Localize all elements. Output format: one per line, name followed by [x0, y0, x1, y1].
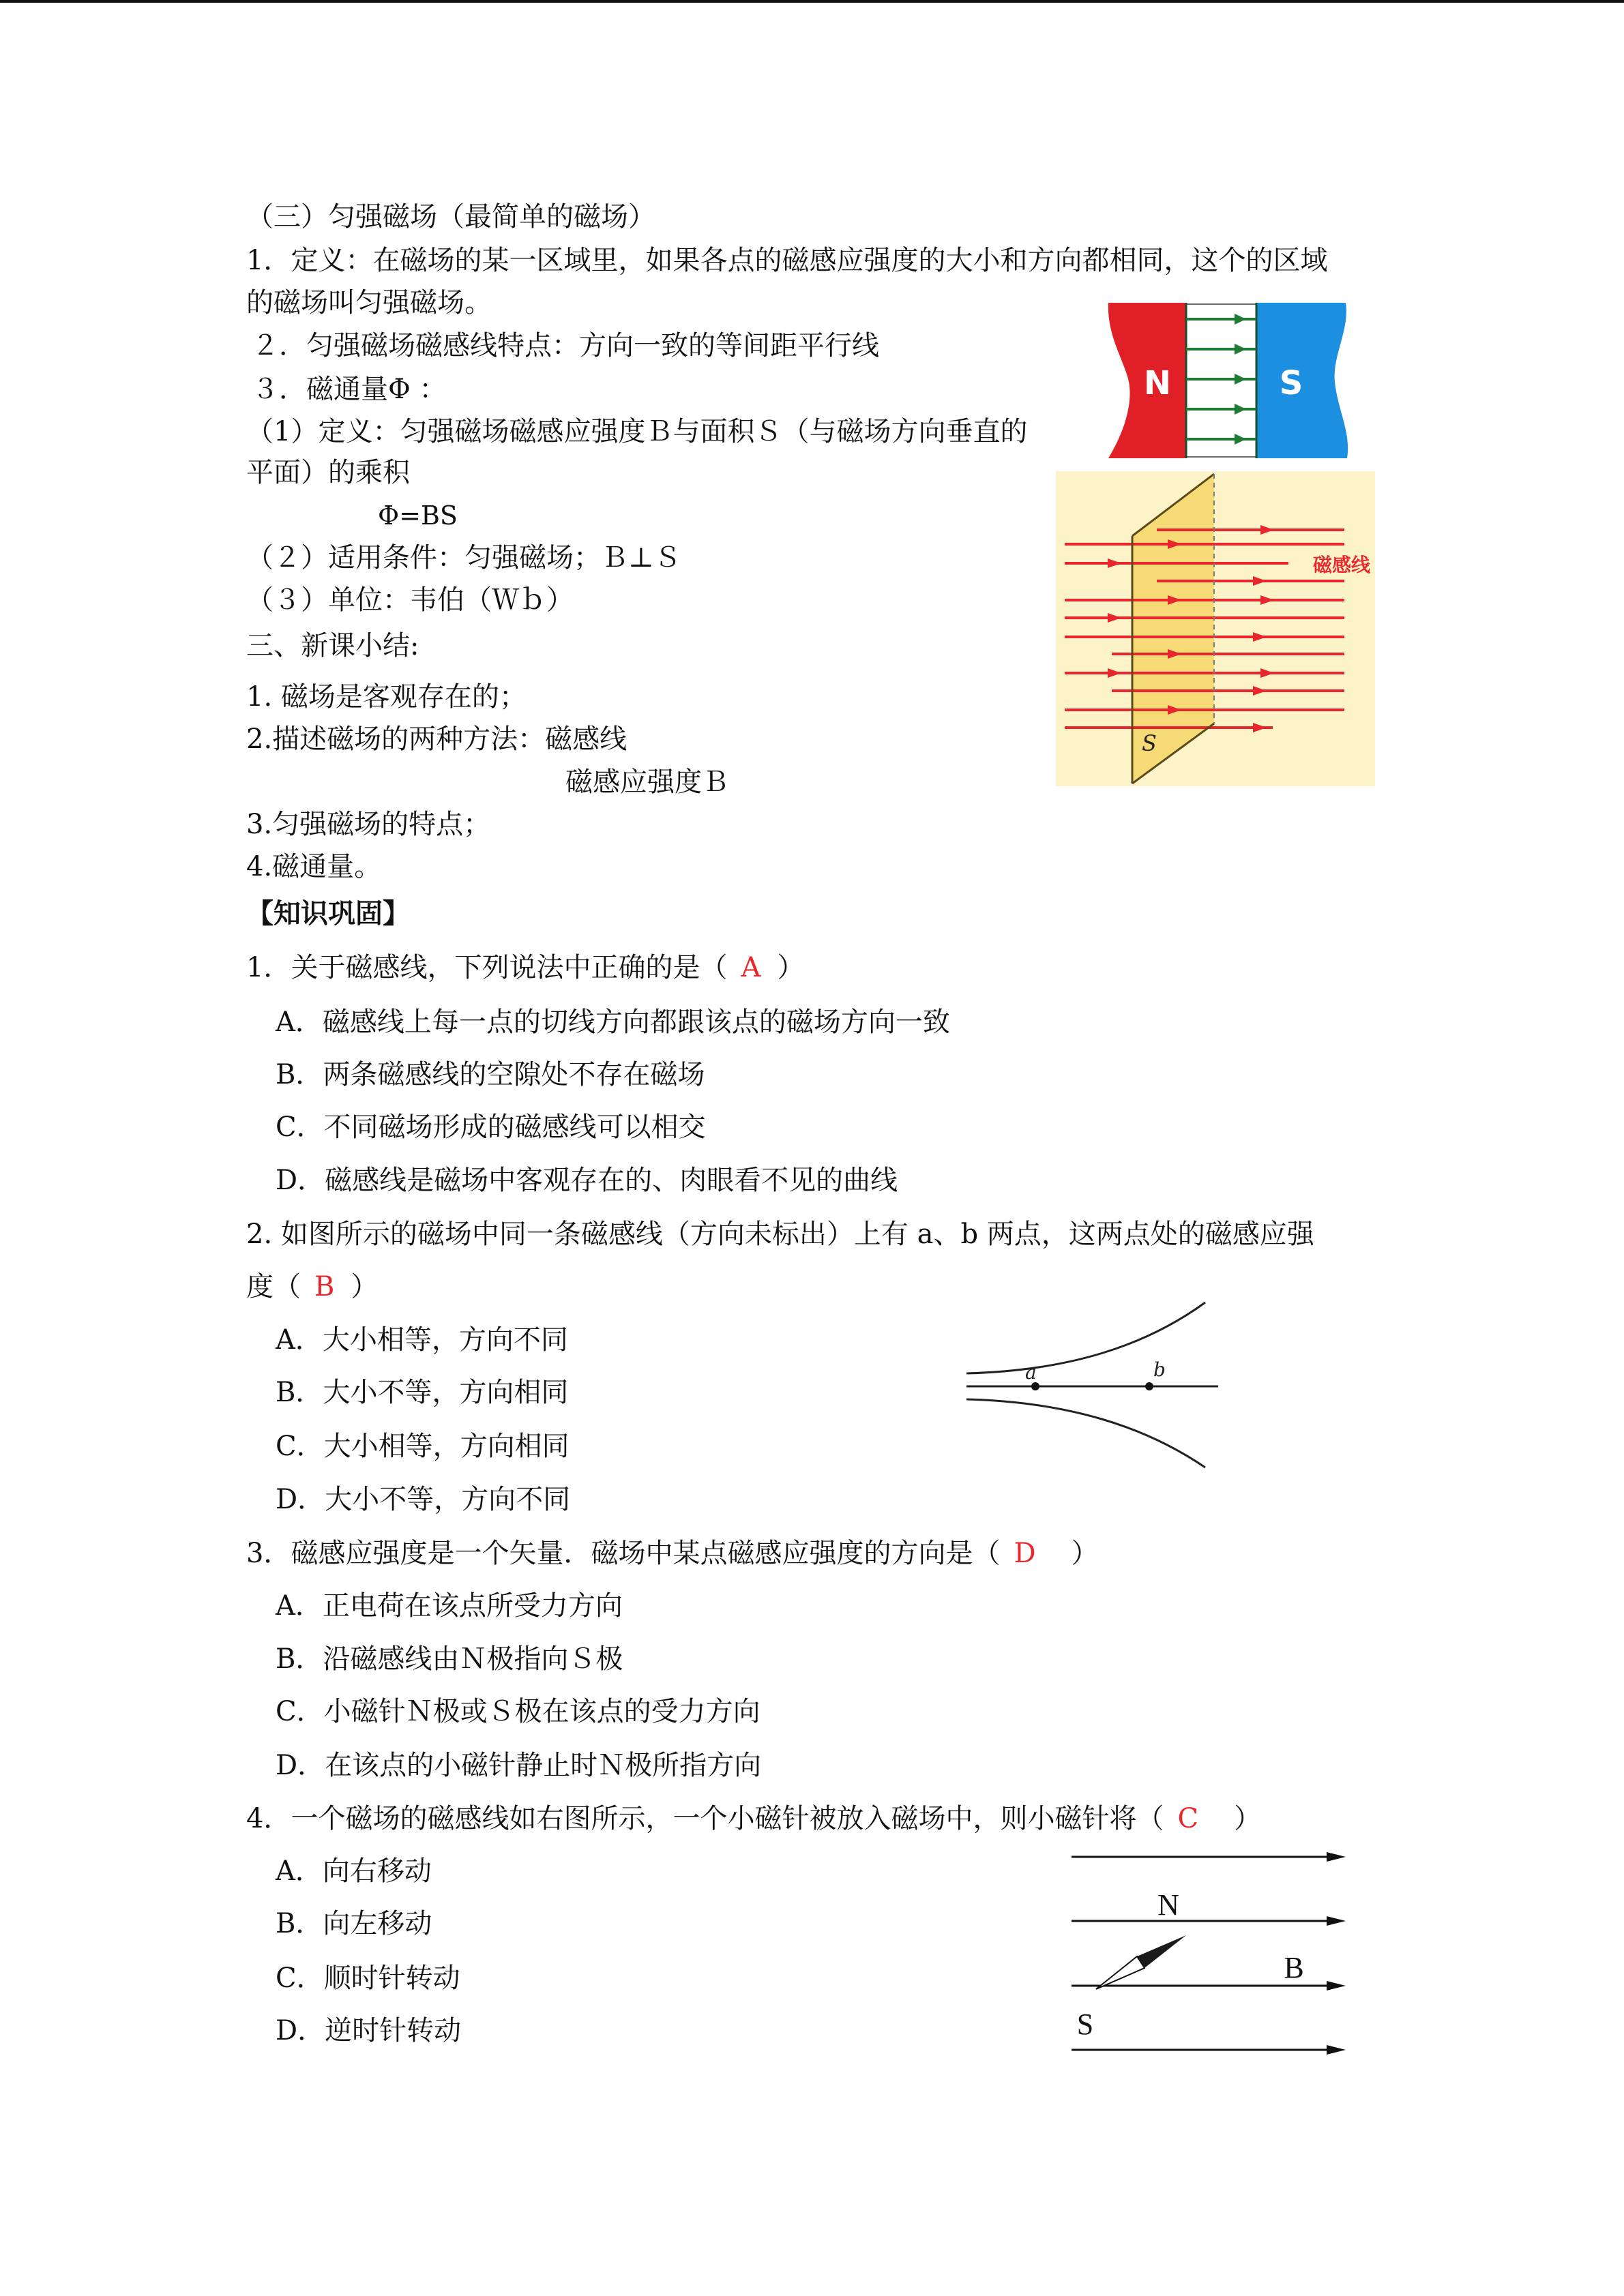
- question-4-stem: [246, 1804, 1261, 1834]
- needle-south-half: [1096, 1956, 1145, 1989]
- south-pole-label: S: [1279, 364, 1303, 402]
- flux-figure-background: [1056, 471, 1375, 786]
- field-line-ab-figure: [966, 1300, 1218, 1470]
- question-1-option-b: B．两条磁感线的空隙处不存在磁场: [276, 1059, 705, 1090]
- question-4-option-a: A．向右移动: [276, 1855, 432, 1887]
- upper-field-line: [966, 1302, 1205, 1373]
- question-2-stem-line-1: 2. 如图所示的磁场中同一条磁感线（方向未标出）上有 a、b 两点，这两点处的磁感应强: [246, 1219, 1314, 1250]
- question-1-answer: A: [741, 952, 761, 983]
- question-3-answer: D: [1014, 1538, 1036, 1569]
- definition-line-1: 1．定义：在磁场的某一区域里，如果各点的磁感应强度的大小和方向都相同，这个的区域: [246, 245, 1328, 276]
- question-2-stem-close: ）: [351, 1271, 379, 1302]
- question-3-option-c: C．小磁针Ｎ极或Ｓ极在该点的受力方向: [276, 1696, 761, 1727]
- field-line-feature: ２．匀强磁场磁感线特点：方向一致的等间距平行线: [252, 330, 879, 361]
- field-line-arrowhead: [1327, 2045, 1346, 2055]
- question-1-stem: [246, 953, 804, 983]
- question-2-option-c: C．大小相等，方向相同: [276, 1431, 570, 1462]
- flux-unit: （３）单位：韦伯（Ｗｂ）: [246, 584, 574, 616]
- point-b-label: b: [1153, 1358, 1166, 1381]
- summary-item-1: 1. 磁场是客观存在的；: [246, 681, 527, 713]
- field-line-arrowhead: [1327, 1852, 1346, 1862]
- north-pole-label: N: [1143, 364, 1172, 402]
- needle-north-half: [1137, 1935, 1186, 1968]
- question-3-option-a: A．正电荷在该点所受力方向: [276, 1590, 623, 1622]
- definition-line-2: 的磁场叫匀强磁场。: [246, 287, 492, 318]
- summary-item-2-continued: 磁感应强度Ｂ: [565, 766, 729, 798]
- question-2-answer: B: [314, 1271, 335, 1302]
- flux-definition-line-1: （1）定义：匀强磁场磁感应强度Ｂ与面积Ｓ（与磁场方向垂直的: [246, 416, 1028, 447]
- area-label: S: [1142, 730, 1157, 756]
- question-4-option-d: D．逆时针转动: [276, 2015, 462, 2046]
- question-2-option-d: D．大小不等，方向不同: [276, 1484, 571, 1515]
- question-2-option-b: B．大小不等，方向相同: [276, 1377, 569, 1408]
- uniform-field-lines: [1072, 1852, 1346, 2055]
- question-2-stem-text: 度（: [246, 1271, 301, 1302]
- summary-item-2: 2.描述磁场的两种方法：磁感线: [246, 724, 628, 755]
- question-2-option-a: A．大小相等，方向不同: [276, 1324, 568, 1356]
- compass-needle: [1096, 1935, 1186, 1989]
- point-b: [1145, 1382, 1153, 1390]
- north-label: N: [1157, 1888, 1179, 1922]
- summary-item-3: 3.匀强磁场的特点；: [246, 809, 491, 840]
- question-1-option-c: C．不同磁场形成的磁感线可以相交: [276, 1112, 706, 1143]
- question-3-option-d: D．在该点的小磁针静止时Ｎ极所指方向: [276, 1750, 762, 1781]
- flux-condition: （２）适用条件：匀强磁场；Ｂ⊥Ｓ: [246, 542, 681, 573]
- question-4-option-b: B．向左移动: [276, 1908, 432, 1939]
- question-1-option-a: A．磁感线上每一点的切线方向都跟该点的磁场方向一致: [276, 1007, 950, 1038]
- question-4-stem-close: ）: [1234, 1803, 1262, 1834]
- question-1-option-d: D．磁感线是磁场中客观存在的、肉眼看不见的曲线: [276, 1165, 898, 1196]
- question-3-stem: [246, 1538, 1099, 1568]
- question-4-stem-text: 4．一个磁场的磁感线如右图所示，一个小磁针被放入磁场中，则小磁针将（: [246, 1803, 1164, 1834]
- exercises-heading: 【知识巩固】: [246, 897, 410, 929]
- question-2-stem-line-2: [246, 1272, 378, 1302]
- lower-field-line: [966, 1399, 1205, 1467]
- point-a-label: a: [1025, 1361, 1037, 1384]
- question-3-stem-text: 3．磁感应强度是一个矢量．磁场中某点磁感应强度的方向是（: [246, 1538, 1001, 1569]
- question-1-stem-text: 1．关于磁感线，下列说法中正确的是（: [246, 952, 728, 983]
- field-direction-label: B: [1284, 1951, 1304, 1984]
- field-line-arrowhead: [1327, 1981, 1346, 1991]
- flux-definition-line-2: 平面）的乘积: [246, 457, 410, 488]
- summary-heading: 三、新课小结:: [246, 630, 419, 661]
- compass-in-field-figure: [1069, 1849, 1348, 2056]
- magnet-uniform-field-figure: [1106, 303, 1350, 458]
- flux-title: ３．磁通量Φ ：: [252, 374, 447, 405]
- field-line-label: 磁感线: [1312, 554, 1371, 576]
- section-heading: （三）匀强磁场（最简单的磁场）: [246, 201, 655, 233]
- magnetic-flux-figure: [1056, 471, 1375, 786]
- summary-item-4: 4.磁通量。: [246, 851, 382, 882]
- field-line-arrowhead: [1327, 1916, 1346, 1926]
- question-4-answer: C: [1177, 1803, 1199, 1834]
- question-4-option-c: C．顺时针转动: [276, 1963, 460, 1994]
- question-3-option-b: B．沿磁感线由Ｎ极指向Ｓ极: [276, 1643, 623, 1675]
- page-top-border: [0, 0, 1624, 3]
- south-label: S: [1076, 2008, 1094, 2041]
- question-1-stem-close: ）: [777, 952, 805, 983]
- flux-formula: Φ=BS: [378, 501, 458, 531]
- question-3-stem-close: ）: [1071, 1538, 1099, 1569]
